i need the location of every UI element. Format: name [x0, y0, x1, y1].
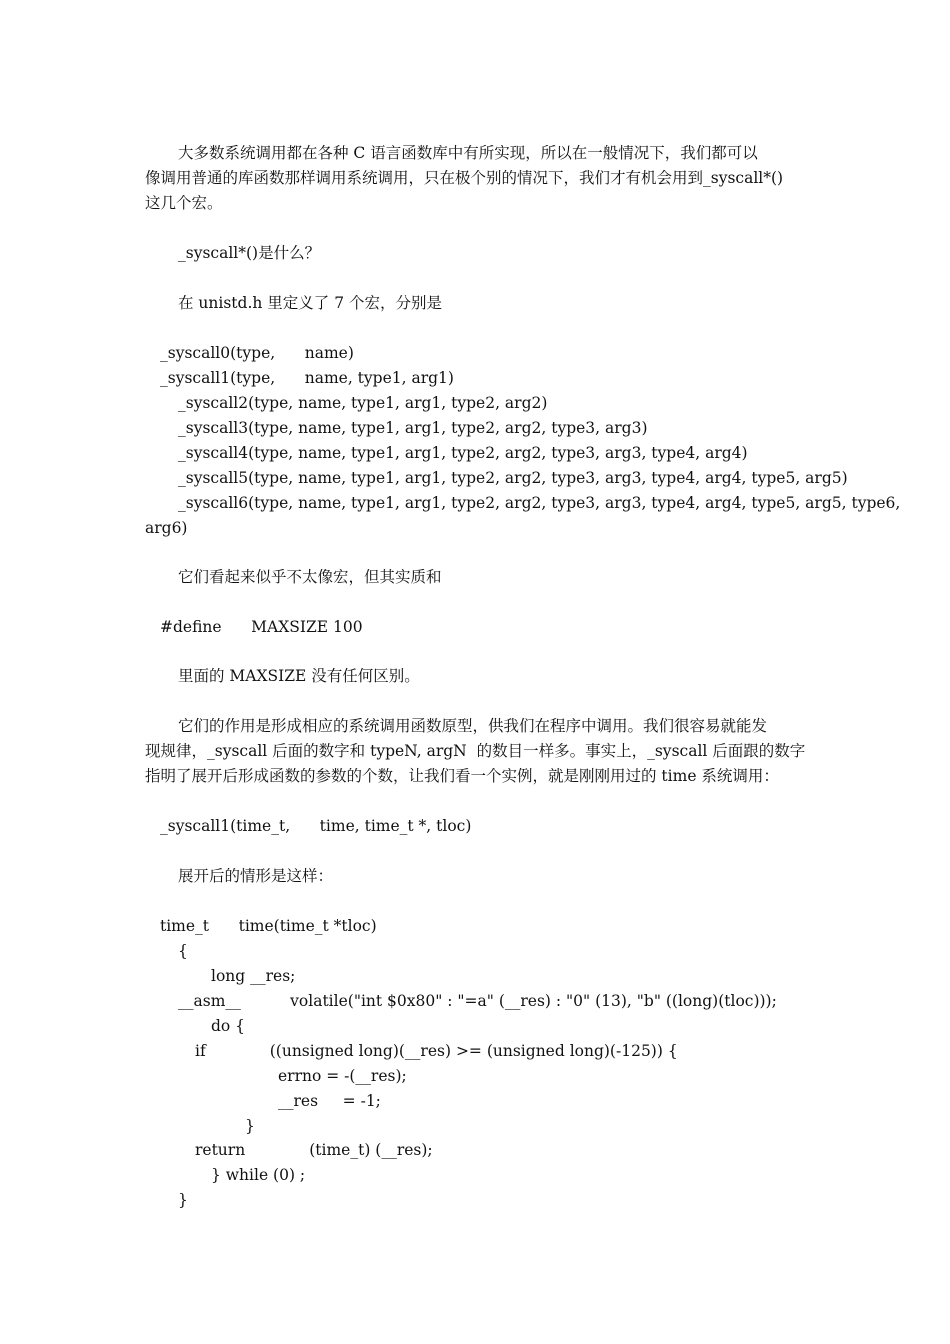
- code-line-4: do {: [211, 1017, 246, 1035]
- macro-line-6-cont: arg6): [145, 519, 188, 537]
- para2-line-3: 指明了展开后形成函数的参数的个数，让我们看一个实例，就是刚刚用过的 time 系统调用：: [145, 767, 779, 785]
- code-line-5: if ((unsigned long)(__res) >= (unsigned long)(-125)) {: [195, 1042, 678, 1060]
- para1-line-2: 像调用普通的库函数那样调用系统调用，只在极个别的情况下，我们才有机会用到_syscall*(): [145, 169, 784, 187]
- para1-line-1: 大多数系统调用都在各种 C 语言函数库中有所实现，所以在一般情况下，我们都可以: [178, 144, 758, 162]
- macro-line-1: _syscall1(type, name, type1, arg1): [160, 369, 454, 387]
- define-line: #define MAXSIZE 100: [160, 618, 363, 636]
- maxsize-line: 里面的 MAXSIZE 没有任何区别。: [178, 667, 420, 685]
- code-line-8: }: [245, 1117, 255, 1135]
- macro-line-0: _syscall0(type, name): [160, 344, 354, 362]
- code-line-1: {: [178, 942, 188, 960]
- look-line: 它们看起来似乎不太像宏，但其实质和: [178, 568, 442, 586]
- code-line-3: __asm__ volatile("int $0x80" : "=a" (__res) : "0" (13), "b" ((long)(tloc)));: [178, 992, 777, 1010]
- code-line-11: }: [178, 1191, 188, 1209]
- question-line: _syscall*()是什么？: [178, 244, 321, 262]
- code-line-7: __res = -1;: [278, 1092, 381, 1110]
- code-line-10: } while (0) ;: [211, 1166, 306, 1184]
- para2-line-1: 它们的作用是形成相应的系统调用函数原型，供我们在程序中调用。我们很容易就能发: [178, 717, 768, 735]
- para2-line-2: 现规律，_syscall 后面的数字和 typeN, argN 的数目一样多。事实上，_syscall 后面跟的数字: [145, 742, 806, 760]
- code-line-0: time_t time(time_t *tloc): [160, 917, 377, 935]
- para1-line-3: 这几个宏。: [145, 194, 223, 212]
- expanded-intro-line: 展开后的情形是这样：: [178, 867, 334, 885]
- code-line-6: errno = -(__res);: [278, 1067, 407, 1085]
- intro-line: 在 unistd.h 里定义了 7 个宏，分别是: [178, 294, 443, 312]
- macro-line-2: _syscall2(type, name, type1, arg1, type2, arg2): [178, 394, 548, 412]
- macro-line-6: _syscall6(type, name, type1, arg1, type2, arg2, type3, arg3, type4, arg4, type5, arg5, type6,: [178, 494, 901, 512]
- macro-line-4: _syscall4(type, name, type1, arg1, type2, arg2, type3, arg3, type4, arg4): [178, 444, 748, 462]
- code-line-9: return (time_t) (__res);: [195, 1141, 433, 1159]
- macro-line-5: _syscall5(type, name, type1, arg1, type2, arg2, type3, arg3, type4, arg4, type5, arg5): [178, 469, 848, 487]
- code-line-2: long __res;: [211, 967, 296, 985]
- example-line: _syscall1(time_t, time, time_t *, tloc): [160, 817, 472, 835]
- macro-line-3: _syscall3(type, name, type1, arg1, type2, arg2, type3, arg3): [178, 419, 648, 437]
